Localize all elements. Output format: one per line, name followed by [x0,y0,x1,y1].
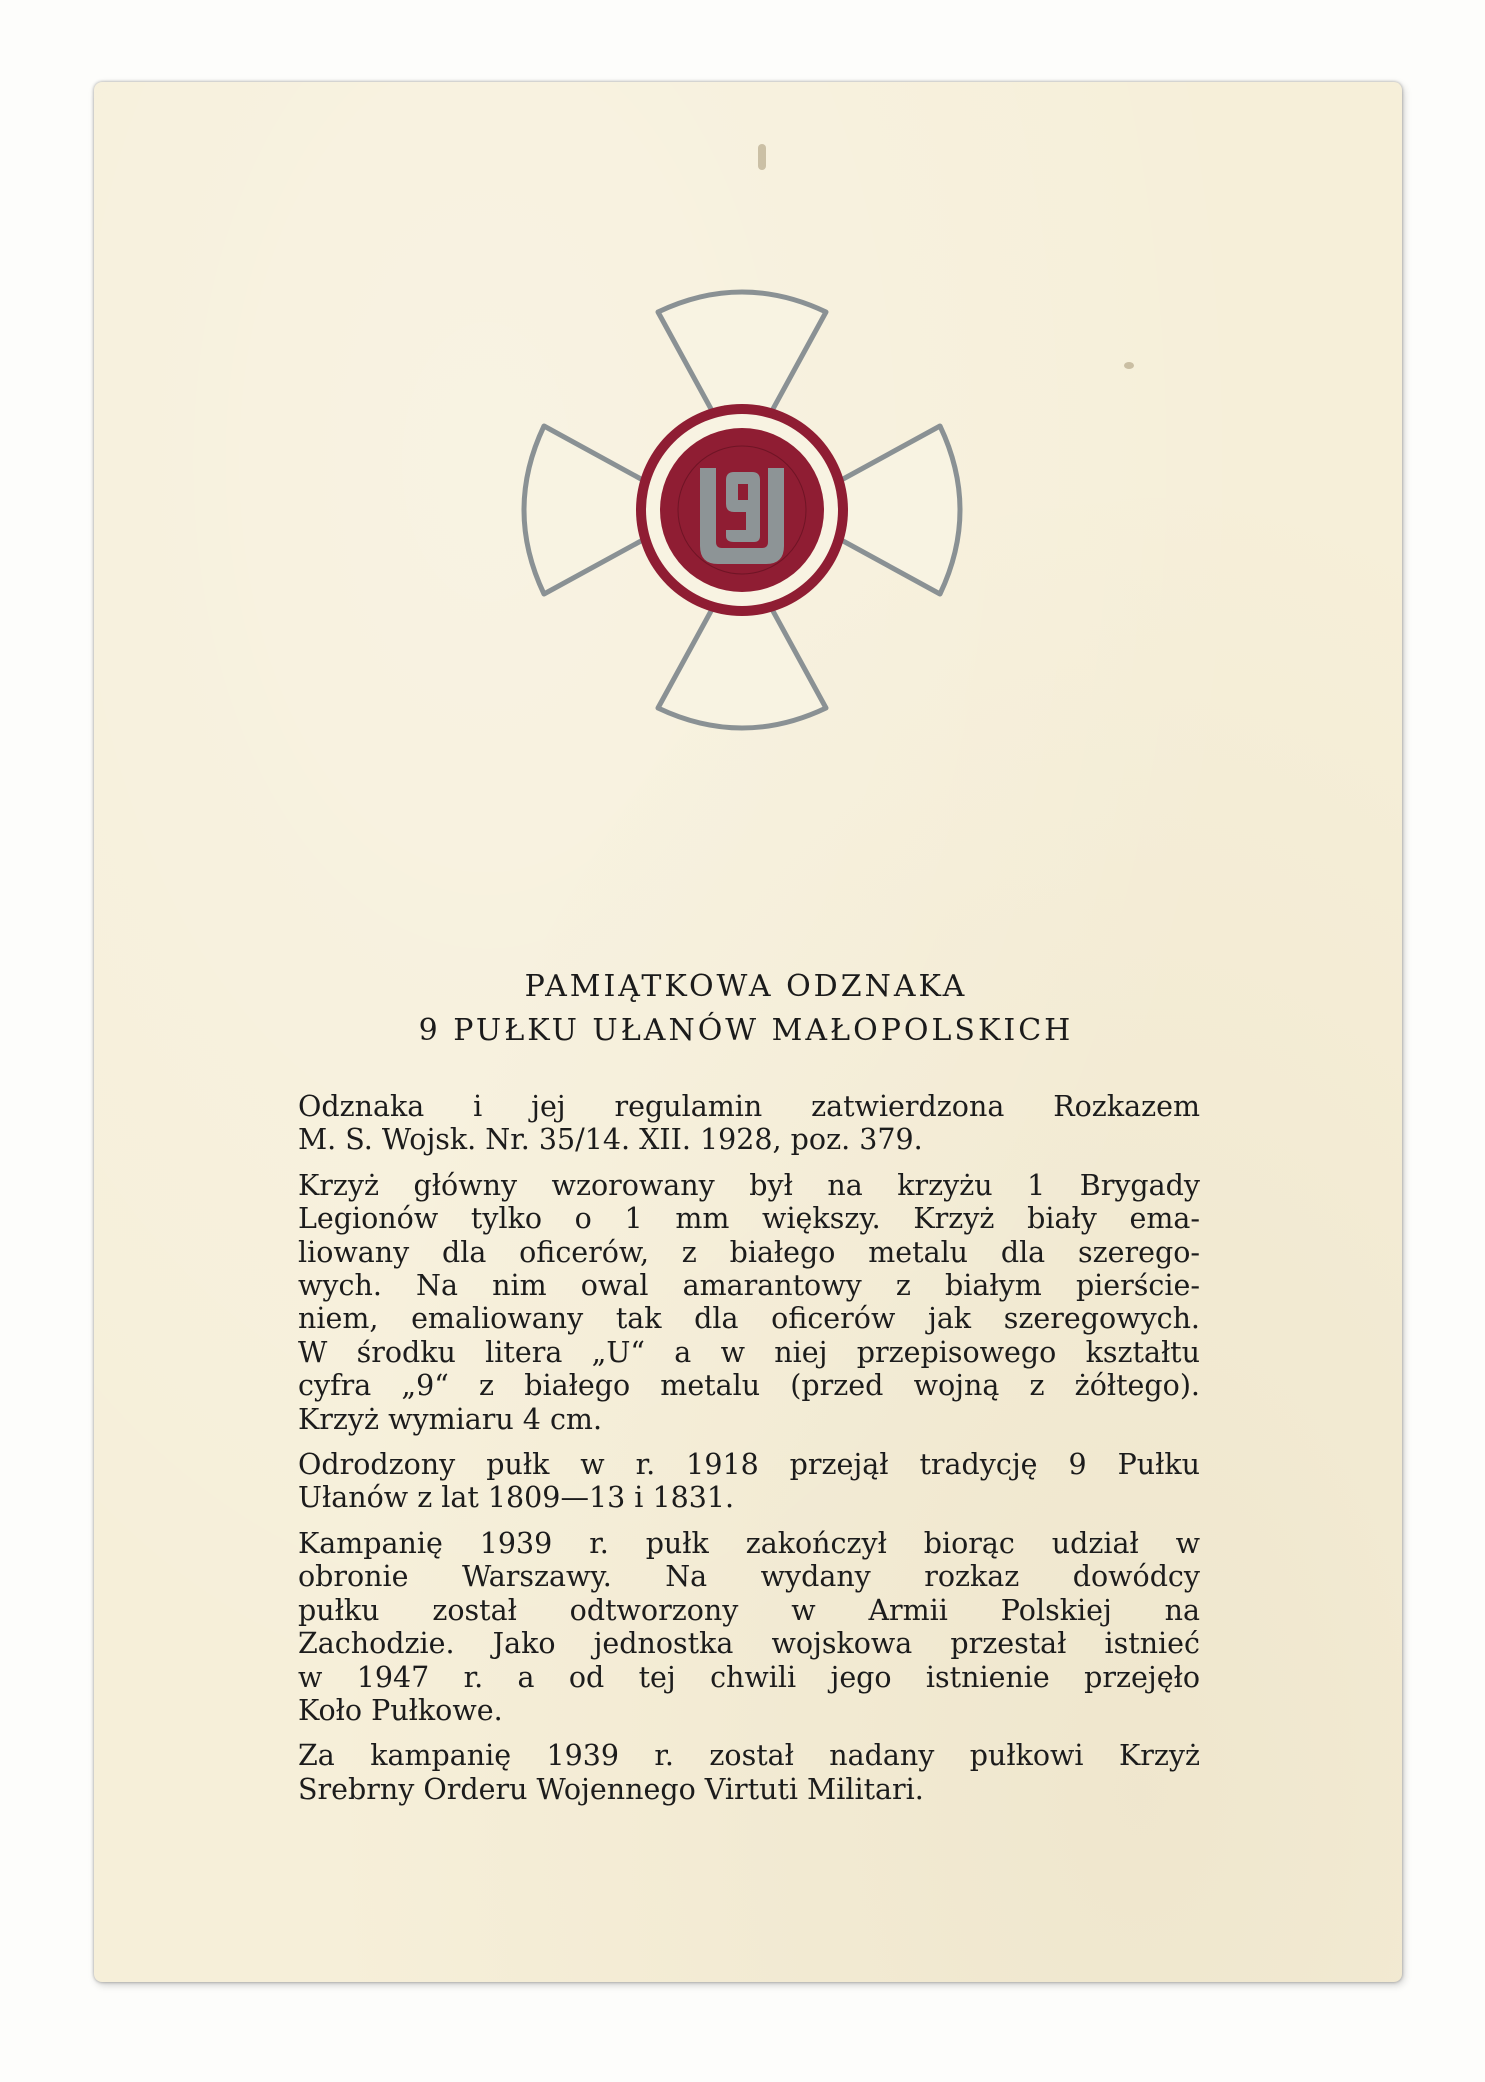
text-line: Odrodzony pułk w r. 1918 przejął tradycję 9 Pułku [298,1448,1200,1482]
heading-line-2: 9 PUŁKU UŁANÓW MAŁOPOLSKICH [418,1013,1074,1048]
heading-line-1: PAMIĄTKOWA ODZNAKA [524,969,968,1004]
paragraph-decoration [298,1739,1200,1806]
card-body-text [298,1090,1200,1818]
stain-mark [1124,362,1134,369]
text-line: obronie Warszawy. Na wydany rozkaz dowódcy [298,1560,1200,1594]
paragraph-regulation [298,1090,1200,1157]
text-line: M. S. Wojsk. Nr. 35/14. XII. 1928, poz. 379. [298,1123,923,1157]
stain-mark [758,144,766,170]
text-line: cyfra „9“ z białego metalu (przed wojną z żółtego). [298,1369,1200,1403]
text-line: Za kampanię 1939 r. został nadany pułkowi Krzyż [298,1739,1200,1773]
text-line: w 1947 r. a od tej chwili jego istnienie przejęło [298,1660,1200,1694]
text-line: Ułanów z lat 1809—13 i 1831. [298,1481,735,1515]
text-line: Krzyż główny wzorowany był na krzyżu 1 Brygady [298,1168,1200,1202]
text-line: Krzyż wymiaru 4 cm. [298,1402,603,1436]
text-line: pułku został odtworzony w Armii Polskiej na [298,1593,1200,1627]
paragraph-description [298,1169,1200,1436]
paragraph-campaign [298,1527,1200,1727]
text-line: liowany dla oficerów, z białego metalu dla szerego- [298,1235,1200,1269]
text-line: Kampanię 1939 r. pułk zakończył biorąc udział w [298,1526,1200,1560]
regimental-cross-badge-icon [512,280,972,740]
text-line: niem, emaliowany tak dla oficerów jak szeregowych. [298,1302,1200,1336]
text-line: wych. Na nim owal amarantowy z białym pierście- [298,1269,1200,1303]
text-line: Odznaka i jej regulamin zatwierdzona Rozkazem [298,1090,1200,1123]
text-line: Legionów tylko o 1 mm większy. Krzyż biały ema- [298,1202,1200,1236]
text-line: Srebrny Orderu Wojennego Virtuti Militari. [298,1772,924,1806]
paragraph-tradition [298,1448,1200,1515]
text-line: Koło Pułkowe. [298,1693,503,1727]
card-heading [294,965,1198,1053]
text-line: Zachodzie. Jako jednostka wojskowa przestał istnieć [298,1627,1200,1661]
text-line: W środku litera „U“ a w niej przepisowego kształtu [298,1335,1200,1369]
